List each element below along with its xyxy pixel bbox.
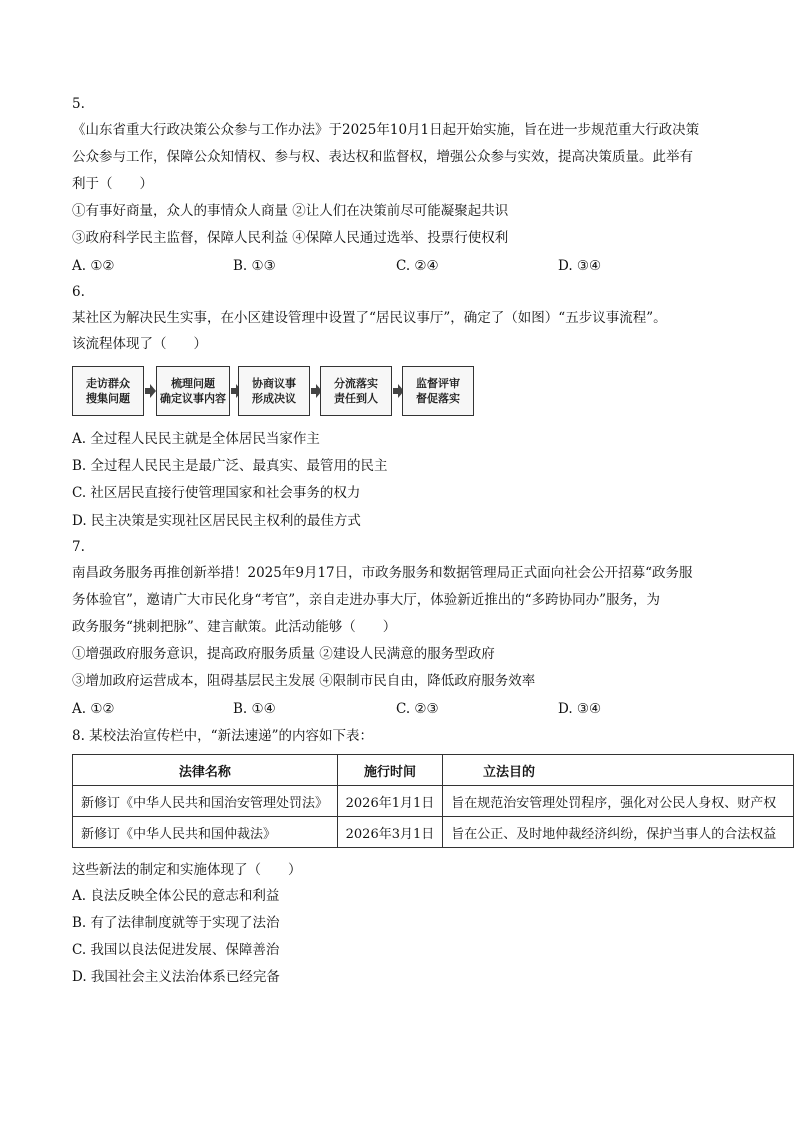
q5-statement: ①有事好商量，众人的事情众人商量 ②让人们在决策前尽可能凝聚起共识 bbox=[72, 203, 509, 219]
q6-option-c: C. 社区居民直接行使管理国家和社会事务的权力 bbox=[72, 485, 361, 501]
table-row bbox=[73, 817, 794, 848]
q7-option-d: D. ③④ bbox=[558, 701, 602, 717]
q5-number: 5. bbox=[72, 96, 85, 112]
q6-stem-line: 某社区为解决民生实事，在小区建设管理中设置了“居民议事厅”，确定了（如图）“五步议事流程”。 bbox=[72, 310, 667, 326]
table-cell-purpose: 旨在公正、及时地仲裁经济纠纷，保护当事人的合法权益 bbox=[443, 817, 794, 848]
q7-statement: ③增加政府运营成本，阻碍基层民主发展 ④限制市民自由，降低政府服务效率 bbox=[72, 673, 536, 689]
table-header-effective-date: 施行时间 bbox=[337, 755, 443, 786]
q8-option-b: B. 有了法律制度就等于实现了法治 bbox=[72, 915, 280, 931]
q8-option-c: C. 我国以良法促进发展、保障善治 bbox=[72, 942, 280, 958]
q8-stem-after: 这些新法的制定和实施体现了（ ） bbox=[72, 862, 302, 878]
q8-stem-intro: 8. 某校法治宣传栏中，“新法速递”的内容如下表： bbox=[72, 728, 373, 744]
table-row bbox=[73, 786, 794, 817]
q6-option-b: B. 全过程人民民主是最广泛、最真实、最管用的民主 bbox=[72, 458, 388, 474]
q7-option-a: A. ①② bbox=[72, 701, 115, 717]
table-cell-law-name: 新修订《中华人民共和国治安管理处罚法》 bbox=[73, 786, 338, 817]
q5-statement: ③政府科学民主监督，保障人民利益 ④保障人民通过选举、投票行使权利 bbox=[72, 230, 509, 246]
q6-option-d: D. 民主决策是实现社区居民民主权利的最佳方式 bbox=[72, 513, 361, 529]
q7-option-b: B. ①④ bbox=[233, 701, 276, 717]
q6-number: 6. bbox=[72, 284, 85, 300]
table-cell-law-name: 新修订《中华人民共和国仲裁法》 bbox=[73, 817, 338, 848]
table-header-law-name: 法律名称 bbox=[73, 755, 338, 786]
flow-step-3: 协商议事 形成决议 bbox=[238, 366, 310, 416]
table-cell-purpose: 旨在规范治安管理处罚程序，强化对公民人身权、财产权 bbox=[443, 786, 794, 817]
q5-option-c: C. ②④ bbox=[396, 258, 439, 274]
flow-step-5: 监督评审 督促落实 bbox=[402, 366, 474, 416]
flow-step-1: 走访群众 搜集问题 bbox=[72, 366, 144, 416]
q7-number: 7. bbox=[72, 539, 85, 555]
table-cell-effective-date: 2026年3月1日 bbox=[337, 817, 443, 848]
q7-stem-line: 务体验官”，邀请广大市民化身“考官”，亲自走进办事大厅，体验新近推出的“多跨协同办”服务，为 bbox=[72, 592, 661, 608]
q7-option-c: C. ②③ bbox=[396, 701, 439, 717]
flow-step-2: 梳理问题 确定议事内容 bbox=[156, 366, 230, 416]
table-header-purpose: 立法目的 bbox=[443, 755, 794, 786]
new-law-table bbox=[72, 754, 794, 848]
q7-stem-line: 南昌政务服务再推创新举措！2025年9月17日，市政务服务和数据管理局正式面向社会公开招募“政务服 bbox=[72, 565, 693, 581]
q7-stem-line: 政务服务“挑刺把脉”、建言献策。此活动能够（ ） bbox=[72, 619, 397, 635]
q8-option-a: A. 良法反映全体公民的意志和利益 bbox=[72, 888, 280, 904]
table-header-row bbox=[73, 755, 794, 786]
q6-stem-line: 该流程体现了（ ） bbox=[72, 336, 207, 352]
q5-option-d: D. ③④ bbox=[558, 258, 602, 274]
q5-stem-line: 利于（ ） bbox=[72, 176, 153, 192]
q5-option-b: B. ①③ bbox=[233, 258, 276, 274]
q6-option-a: A. 全过程人民民主就是全体居民当家作主 bbox=[72, 431, 320, 447]
flow-step-4: 分流落实 责任到人 bbox=[320, 366, 392, 416]
q5-option-a: A. ①② bbox=[72, 258, 115, 274]
q8-option-d: D. 我国社会主义法治体系已经完备 bbox=[72, 969, 280, 985]
table-cell-effective-date: 2026年1月1日 bbox=[337, 786, 443, 817]
q5-stem-line: 公众参与工作，保障公众知情权、参与权、表达权和监督权，增强公众参与实效，提高决策质量。此举有 bbox=[72, 149, 693, 165]
q5-stem-line: 《山东省重大行政决策公众参与工作办法》于2025年10月1日起开始实施，旨在进一步规范重大行政决策 bbox=[72, 122, 700, 138]
q7-statement: ①增强政府服务意识，提高政府服务质量 ②建设人民满意的服务型政府 bbox=[72, 646, 495, 662]
